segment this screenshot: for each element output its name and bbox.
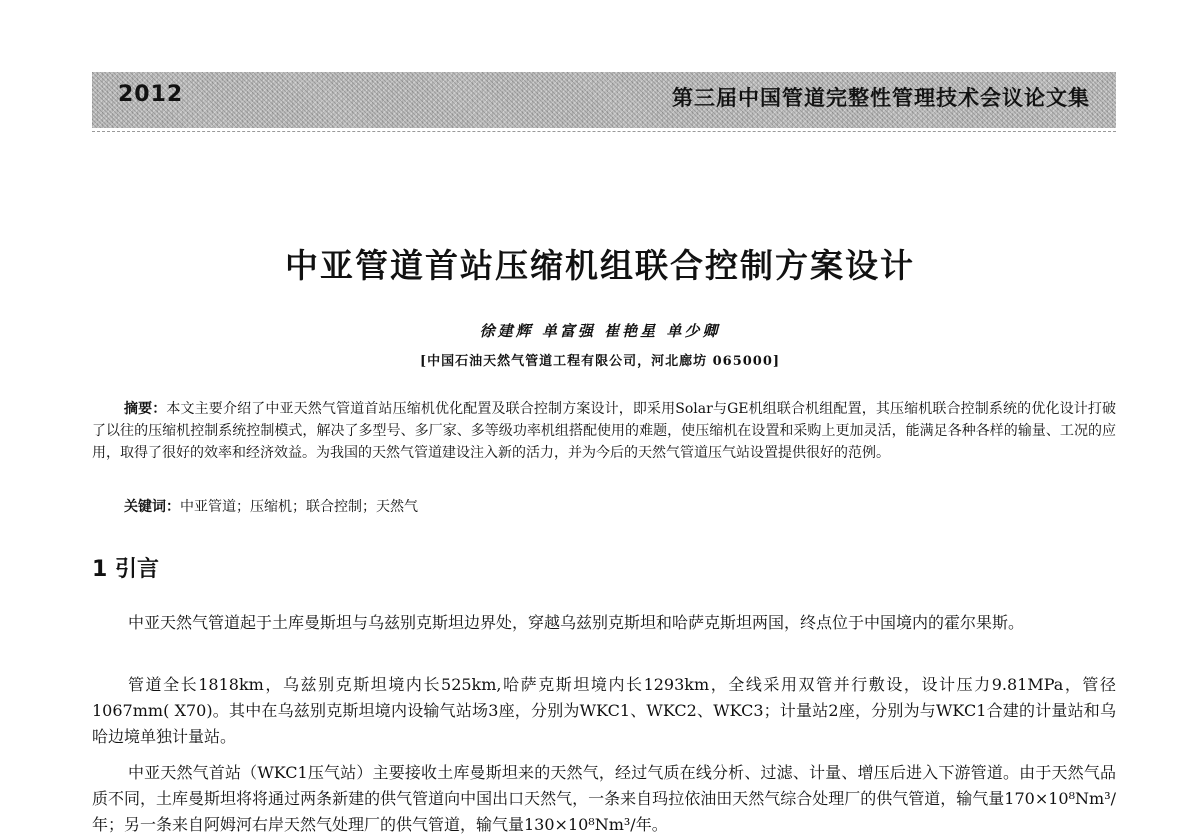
keywords-label: 关键词： <box>124 499 180 515</box>
header-divider <box>92 131 1116 132</box>
paper-affiliation: [中国石油天然气管道工程有限公司，河北廊坊 065000] <box>419 354 781 369</box>
paper-authors: 徐建辉 单富强 崔艳星 单少卿 <box>479 322 721 340</box>
paper-title: 中亚管道首站压缩机组联合控制方案设计 <box>285 246 915 285</box>
section-heading: 1 引言 <box>92 557 159 582</box>
abstract-text: 本文主要介绍了中亚天然气管道首站压缩机优化配置及联合控制方案设计，即采用Solar与GE机组联合机组配置，其压缩机联合控制系统的优化设计打破了以往的压缩机控制系统控制模式，解决了多型号、多厂家、多等级功率机组搭配使用的难题，使压缩机在设置和采购上更加灵活，能满足各种各样的输量、工况的应用，取得了很好的效率和经济效益。为我国的天然气管道建设注入新的活力，并为今后的天然气管道压气站设置提供很好的范例。 <box>92 401 1116 461</box>
keywords-text: 中亚管道；压缩机；联合控制；天然气 <box>180 499 418 515</box>
header-year: 2012 <box>118 82 184 107</box>
body-paragraph: 中亚天然气管道起于土库曼斯坦与乌兹别克斯坦边界处，穿越乌兹别克斯坦和哈萨克斯坦两国，终点位于中国境内的霍尔果斯。 <box>128 613 1025 632</box>
body-paragraph: 中亚天然气首站（WKC1压气站）主要接收土库曼斯坦来的天然气，经过气质在线分析、过滤、计量、增压后进入下游管道。由于天然气品质不同，土库曼斯坦将将通过两条新建的供气管道向中国出口天然气，一条来自玛拉依油田天然气综合处理厂的供气管道，输气量170×10⁸Nm³/年；另一条来自阿姆河右岸天然气处理厂的供气管道，输气量130×10⁸Nm³/年。 <box>92 763 1116 834</box>
keywords <box>92 496 1116 518</box>
abstract <box>92 398 1116 464</box>
abstract-label: 摘要： <box>124 401 167 417</box>
header-series-title: 第三届中国管道完整性管理技术会议论文集 <box>672 86 1090 110</box>
body-paragraph: 管道全长1818km，乌兹别克斯坦境内长525km,哈萨克斯坦境内长1293km，全线采用双管并行敷设，设计压力9.81MPa，管径1067mm( X70)。其中在乌兹别克斯坦境内设输气站场3座，分别为WKC1、WKC2、WKC3；计量站2座，分别为与WKC1合建的计量站和乌哈边境单独计量站。 <box>92 675 1116 746</box>
